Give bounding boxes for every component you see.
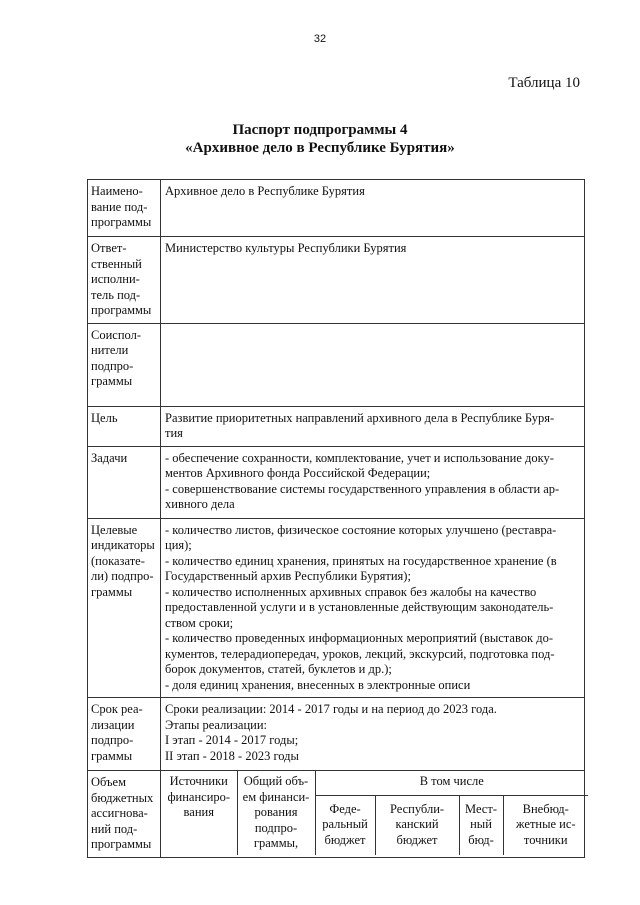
- financing-table: [161, 771, 588, 855]
- row-value-line: - совершенствование системы государственного управления в области ар-: [165, 481, 560, 496]
- passport-row: [88, 406, 585, 446]
- budget-label-line: программы: [91, 837, 152, 851]
- row-value-line: ментов Архивного фонда Российской Федерации;: [165, 466, 431, 480]
- row-label-line: Срок реа-: [91, 702, 143, 716]
- sub-header-line: Феде-: [329, 801, 361, 816]
- row-value-line: тия: [165, 426, 183, 440]
- row-label-line: Целевые: [91, 522, 138, 537]
- sub-header-line: точники: [523, 832, 568, 847]
- row-label-line: Задачи: [91, 450, 128, 465]
- sources-header-line: финансиро-: [167, 789, 231, 804]
- sub-header-line: Республи-: [389, 801, 445, 816]
- document-title: [0, 121, 640, 157]
- row-value: [161, 237, 585, 324]
- sub-header-line: жетные ис-: [515, 817, 576, 831]
- row-label: [88, 446, 161, 518]
- passport-row: [88, 698, 585, 771]
- sources-header-line: Источники: [169, 774, 228, 788]
- row-label-line: граммы: [91, 374, 133, 388]
- row-label-line: исполни-: [91, 272, 140, 286]
- total-header-line: подпро-: [254, 820, 298, 835]
- row-value-line: Сроки реализации: 2014 - 2017 годы и на период до 2023 года.: [165, 702, 497, 716]
- row-value-line: кументов, телерадиопередач, уроков, лекций, экскурсий, подготовка под-: [165, 646, 555, 661]
- sub-header-line: бюджет: [324, 832, 366, 847]
- row-label-line: (показате-: [91, 553, 145, 568]
- budget-label-line: ний под-: [91, 821, 138, 836]
- total-header-line: рования: [254, 805, 298, 819]
- row-value-line: ция);: [165, 538, 192, 552]
- row-label-line: Ответ-: [91, 241, 127, 255]
- row-value-line: I этап - 2014 - 2017 годы;: [165, 733, 299, 747]
- title-line-1: Паспорт подпрограммы 4: [232, 122, 408, 138]
- row-value: [161, 698, 585, 771]
- row-value-line: - количество исполненных архивных справок без жалобы на качество: [165, 584, 537, 599]
- row-label-line: ли) подпро-: [91, 569, 154, 583]
- passport-table: [87, 179, 585, 858]
- sources-header: [161, 771, 237, 855]
- budget-label: [88, 771, 161, 858]
- row-value-line: Министерство культуры Республики Бурятия: [165, 241, 407, 255]
- sub-header-line: ный: [470, 817, 492, 831]
- row-label: [88, 406, 161, 446]
- row-label-line: лизации: [91, 717, 135, 732]
- row-value-line: - количество проведенных информационных мероприятий (выставок до-: [165, 631, 554, 645]
- row-value: [161, 446, 585, 518]
- including-header: В том числе: [315, 771, 588, 795]
- sub-header: [315, 795, 375, 855]
- row-label: [88, 698, 161, 771]
- row-label: [88, 180, 161, 237]
- row-label: [88, 323, 161, 406]
- sub-header-line: ральный: [322, 817, 368, 831]
- total-header-line: граммы,: [253, 836, 299, 850]
- sub-header-line: бюд-: [468, 832, 494, 847]
- budget-label-line: бюджетных: [91, 790, 154, 805]
- sub-header-line: канский: [395, 817, 439, 831]
- row-label-line: подпро-: [91, 733, 134, 747]
- budget-row: [88, 771, 585, 858]
- row-label-line: нители: [91, 343, 129, 357]
- passport-row: [88, 323, 585, 406]
- row-value: [161, 406, 585, 446]
- passport-row: [88, 180, 585, 237]
- sub-header: [459, 795, 503, 855]
- passport-row: [88, 237, 585, 324]
- row-label-line: программы: [91, 215, 152, 229]
- row-value-line: ством сроки;: [165, 615, 234, 630]
- sub-header-line: Мест-: [465, 801, 497, 816]
- total-header: [237, 771, 315, 855]
- passport-row: [88, 446, 585, 518]
- row-label-line: Цель: [91, 410, 118, 425]
- row-label-line: программы: [91, 303, 152, 317]
- row-value-line: Государственный архив Республики Бурятия);: [165, 569, 411, 583]
- total-header-line: ем финанси-: [242, 789, 310, 804]
- row-value-line: Этапы реализации:: [165, 717, 268, 732]
- row-label-line: граммы: [91, 584, 133, 599]
- financing-cell: [161, 771, 585, 858]
- row-value-line: Архивное дело в Республике Бурятия: [165, 184, 365, 198]
- row-value: [161, 180, 585, 237]
- row-label: [88, 518, 161, 698]
- row-value: [161, 518, 585, 698]
- row-value-line: - доля единиц хранения, внесенных в электронные описи: [165, 677, 471, 692]
- budget-label-line: Объем: [91, 775, 126, 789]
- sub-header-line: Внебюд-: [522, 801, 569, 816]
- row-label-line: подпро-: [91, 358, 134, 373]
- title-line-2: «Архивное дело в Республике Бурятия»: [185, 140, 455, 156]
- row-value-line: Развитие приоритетных направлений архивного дела в Республике Буря-: [165, 410, 555, 425]
- page-number: 32: [313, 33, 327, 45]
- row-value-line: борок документов, статей, буклетов и др.);: [165, 662, 392, 676]
- row-label-line: Соиспол-: [91, 327, 141, 342]
- row-value-line: предоставленной услуги и в установленные действующим законодатель-: [165, 600, 554, 614]
- row-value-line: II этап - 2018 - 2023 годы: [165, 748, 299, 763]
- row-value: [161, 323, 585, 406]
- row-value-line: - обеспечение сохранности, комплектование, учет и использование доку-: [165, 450, 554, 465]
- passport-row: [88, 518, 585, 698]
- sub-header-line: бюджет: [396, 832, 438, 847]
- row-value-line: - количество единиц хранения, принятых на государственное хранение (в: [165, 553, 557, 568]
- row-label-line: ственный: [91, 256, 142, 271]
- row-label-line: Наимено-: [91, 184, 143, 198]
- row-label-line: тель под-: [91, 287, 141, 302]
- row-value-line: - количество листов, физическое состояние которых улучшено (реставра-: [165, 522, 557, 537]
- sub-header: [503, 795, 588, 855]
- budget-label-line: ассигнова-: [91, 806, 148, 820]
- row-label-line: граммы: [91, 748, 133, 763]
- sub-header: [375, 795, 459, 855]
- row-value-line: хивного дела: [165, 497, 235, 511]
- total-header-line: Общий объ-: [243, 774, 309, 788]
- table-label: Таблица 10: [508, 75, 580, 91]
- row-label: [88, 237, 161, 324]
- row-label-line: индикаторы: [91, 538, 155, 552]
- row-label-line: вание под-: [91, 199, 148, 214]
- sources-header-line: вания: [183, 805, 214, 819]
